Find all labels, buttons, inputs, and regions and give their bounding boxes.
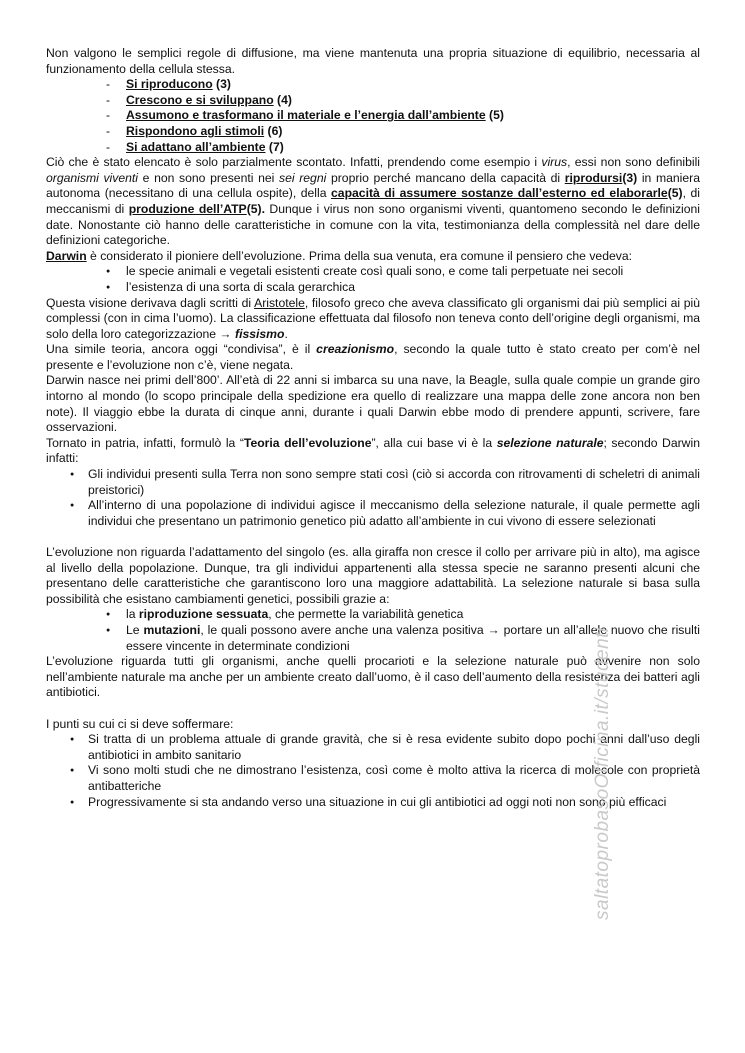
list-item	[46, 124, 700, 140]
adattamento-paragraph: L’evoluzione non riguarda l’adattamento del singolo (es. alla giraffa non cresce il collo per arrivare più in alto), ma agisce al livello della popolazione. Dunque, tra gli individui appartenenti alla stessa specie ne saranno presenti alcuni che presentano delle caratteristiche che garantiscono loro una maggiore adattabilità. La selezione naturale si basa sulla possibilità che esistano cambiamenti genetici, possibili grazie a:	[46, 545, 700, 606]
text: in maniera autonoma (necessitano di una cellula ospite), della	[46, 170, 701, 201]
list-item	[46, 108, 700, 124]
virus-paragraph	[46, 155, 700, 249]
text: .	[284, 326, 288, 341]
term-darwin: Darwin	[46, 248, 87, 263]
text: , filosofo greco che aveva classificato gli organismi dai più semplici ai più complessi (con in cima l’uomo). La classificazione effettuata dal filosofo non teneva conto dell’origine degli organismi, ma solo della loro categorizzazione →	[46, 295, 700, 341]
creazionismo-paragraph	[46, 342, 700, 373]
aristotele-paragraph	[46, 296, 700, 343]
term-riprodursi: riprodursi	[564, 170, 623, 185]
list-item: ● All’interno di una popolazione di individui agisce il meccanismo della selezione naturale, il quale permette agli individui che presentano un patrimonio genetico più adatto all’ambiente in cui vivono di essere selezionati	[46, 498, 700, 529]
text: Dunque i virus non sono organismi viventi, quantomeno secondo le definizioni date. Nonostante ciò hanno delle caratteristiche in comune con la vita, testimonianza della complessità nel dare delle definizioni categoriche.	[46, 201, 701, 248]
antibiotici-paragraph: L’evoluzione riguarda tutti gli organismi, anche quelli procarioti e la selezione naturale può avvenire non solo nell’ambiente naturale ma anche per un ambiente creato dall’uomo, è il caso dell’aumento della resistenza dei batteri agli antibiotici.	[46, 654, 700, 700]
list-item: ● Progressivamente si sta andando verso una situazione in cui gli antibiotici ad oggi noti non sono più efficaci	[46, 795, 700, 811]
teoria-paragraph	[46, 436, 700, 467]
property-ref: (3)	[212, 77, 231, 92]
list-item: ● Si tratta di un problema attuale di grande gravità, che si è resa evidente subito dopo pochi anni dall’uso degli antibiotici in ambito sanitario	[46, 732, 700, 763]
text: è considerato il pioniere dell’evoluzione. Prima della sua venuta, era comune il pensiero che vedeva:	[86, 248, 633, 263]
property-label: Assumono e trasformano il materiale e l’energia dall’ambiente	[126, 108, 486, 123]
term-teoria-evoluzione: Teoria dell’evoluzione	[243, 435, 372, 450]
term-mutazioni: mutazioni	[143, 622, 201, 637]
property-ref: (4)	[273, 92, 292, 107]
property-label: Si adattano all’ambiente	[126, 139, 266, 154]
term-aristotele: Aristotele	[254, 295, 305, 310]
term-capacita: capacità di assumere sostanze dall’esterno ed elaborarle	[331, 186, 668, 201]
properties-list	[46, 77, 700, 155]
watermark: saltatoprobasoOfficina.it/studenti	[592, 627, 613, 920]
property-ref: (6)	[264, 123, 283, 138]
list-item: ● Gli individui presenti sulla Terra non sono sempre stati così (ciò si accorda con ritrovamenti di scheletri di animali preistorici)	[46, 467, 700, 498]
theory-points-list	[46, 467, 700, 529]
ref-number: (5)	[667, 186, 683, 201]
text: ”, alla cui base vi è la	[371, 435, 497, 450]
list-item	[46, 140, 700, 156]
text: la	[126, 607, 139, 622]
term-atp: produzione dell’ATP	[128, 201, 247, 216]
list-item: ● le specie animali e vegetali esistenti create così quali sono, e come tali perpetuate nei secoli	[46, 264, 700, 280]
beagle-paragraph: Darwin nasce nei primi dell’800’. All’età di 22 anni si imbarca su una nave, la Beagle, sulla quale compie un grande giro intorno al mondo (lo scopo principale della spedizione era quello di realizzare una mappa delle zone ancora non ben note). Il viaggio ebbe la durata di cinque anni, durante i quali Darwin ebbe modo di prendere appunti, scrivere, fare osservazioni.	[46, 373, 700, 435]
list-item: ● l’esistenza di una sorta di scala gerarchica	[46, 280, 700, 296]
text: Ciò che è stato elencato è solo parzialmente scontato. Infatti, prendendo come esempio i	[46, 155, 542, 170]
text: , che permette la variabilità genetica	[268, 607, 464, 622]
text: , di meccanismi di	[46, 186, 700, 216]
term-riproduzione-sessuata: riproduzione sessuata	[138, 607, 269, 622]
beliefs-list	[46, 264, 700, 295]
intro-text: Non valgono le semplici regole di diffusione, ma viene mantenuta una propria situazione di equilibrio, necessaria al funzionamento della cellula stessa.	[46, 46, 700, 76]
ref-number: (3)	[622, 170, 638, 185]
text: , essi non sono definibili	[567, 155, 700, 170]
list-item	[46, 77, 700, 93]
term-sei-regni: sei regni	[279, 170, 327, 185]
text: , le quali possono avere anche una valenza positiva → portare un all’allele nuovo che risulti essere vincente in determinate condizioni	[126, 622, 700, 653]
list-item: ● Vi sono molti studi che ne dimostrano l’esistenza, così come è molto attiva la ricerca di molecole con proprietà antibatteriche	[46, 763, 700, 794]
property-label: Rispondono agli stimoli	[126, 123, 265, 138]
text: Tornato in patria, infatti, formulò la “	[46, 435, 244, 450]
text: , secondo la quale tutto è stato creato per com’è nel presente e l’evoluzione non c’è, viene negata.	[46, 342, 700, 372]
list-item	[46, 607, 700, 623]
term-selezione-naturale: selezione naturale	[496, 435, 604, 450]
intro-paragraph	[46, 46, 700, 77]
ref-number: (5).	[246, 201, 265, 216]
text: ; secondo Darwin infatti:	[46, 435, 700, 466]
property-ref: (5)	[485, 108, 504, 123]
property-ref: (7)	[265, 139, 284, 154]
text: e non sono presenti nei	[138, 170, 279, 185]
text: Una simile teoria, ancora oggi “condivisa”, è il	[46, 342, 317, 357]
term-organismi-viventi: organismi viventi	[46, 170, 139, 185]
spacer	[46, 529, 700, 545]
list-item	[46, 93, 700, 109]
punti-intro: I punti su cui ci si deve soffermare:	[46, 716, 234, 731]
term-creazionismo: creazionismo	[316, 342, 395, 357]
darwin-intro-paragraph	[46, 249, 700, 265]
property-label: Crescono e si sviluppano	[126, 92, 274, 107]
text: Le	[126, 622, 144, 637]
text: proprio perché mancano della capacità di	[326, 170, 565, 185]
term-fissismo: fissismo	[235, 326, 285, 341]
text: Questa visione derivava dagli scritti di	[46, 295, 255, 310]
property-label: Si riproducono	[126, 77, 213, 92]
term-virus: virus	[541, 155, 568, 170]
